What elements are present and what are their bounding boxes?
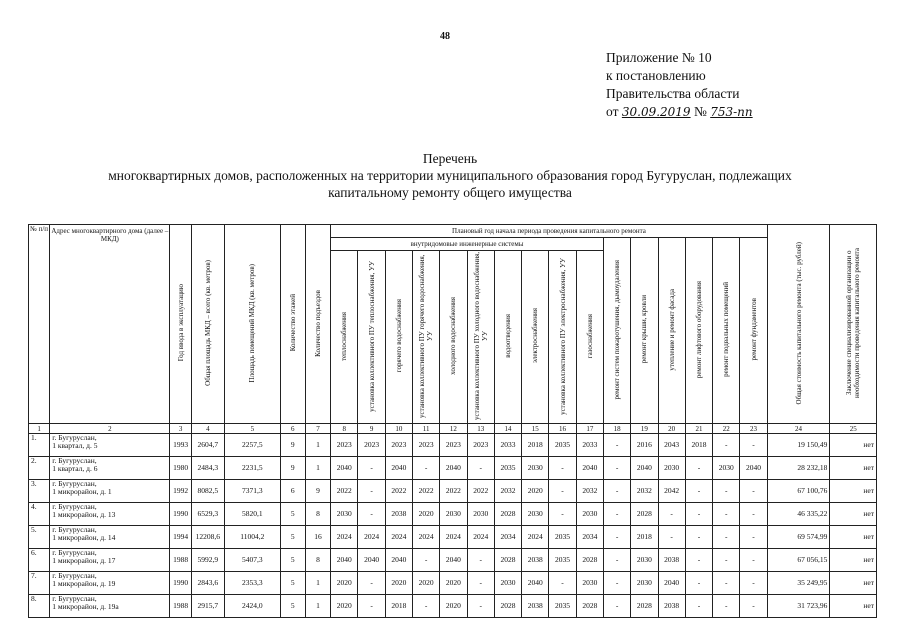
- header-work-15: ремонт подвальных помещений: [713, 238, 740, 424]
- row-plan-year: 2022: [412, 480, 439, 503]
- resolution-number: 753-пп: [710, 105, 753, 119]
- row-plan-year: 2032: [631, 480, 658, 503]
- row-plan-year: -: [658, 503, 685, 526]
- row-plan-year: -: [713, 480, 740, 503]
- column-number: 23: [740, 424, 767, 434]
- row-plan-year: -: [603, 480, 630, 503]
- column-number: 3: [170, 424, 191, 434]
- row-plan-year: -: [685, 526, 712, 549]
- row-plan-year: 2043: [658, 434, 685, 457]
- row-plan-year: -: [713, 572, 740, 595]
- row-entrances: 16: [305, 526, 330, 549]
- row-total-area: 5992,9: [191, 549, 224, 572]
- header-num: № п/п: [29, 225, 50, 424]
- address-city: г. Бугуруслан,: [52, 502, 97, 511]
- row-plan-year: -: [740, 572, 767, 595]
- row-plan-year: 2023: [358, 434, 385, 457]
- row-plan-year: 2038: [522, 549, 549, 572]
- column-number: 18: [603, 424, 630, 434]
- row-plan-year: 2030: [713, 457, 740, 480]
- row-plan-year: 2030: [522, 457, 549, 480]
- row-floors: 5: [280, 526, 305, 549]
- row-cost: 19 150,49: [767, 434, 830, 457]
- header-systems: внутридомовые инженерные системы: [331, 238, 604, 251]
- row-plan-year: 2040: [658, 572, 685, 595]
- row-plan-year: -: [713, 595, 740, 618]
- table-row: [29, 434, 877, 457]
- row-plan-year: 2020: [331, 595, 358, 618]
- row-plan-year: -: [740, 595, 767, 618]
- row-plan-year: -: [740, 526, 767, 549]
- row-plan-year: -: [740, 434, 767, 457]
- table-row: [29, 549, 877, 572]
- row-premises-area: 2424,0: [225, 595, 281, 618]
- column-number: 19: [631, 424, 658, 434]
- column-number: 5: [225, 424, 281, 434]
- row-plan-year: -: [740, 549, 767, 572]
- row-plan-year: -: [358, 457, 385, 480]
- row-plan-year: -: [603, 434, 630, 457]
- row-plan-year: 2040: [358, 549, 385, 572]
- row-plan-year: 2033: [576, 434, 603, 457]
- row-entrances: 8: [305, 549, 330, 572]
- row-conclusion: нет: [830, 572, 877, 595]
- row-plan-year: 2024: [440, 526, 467, 549]
- address-location: 1 квартал, д. 5: [52, 441, 98, 450]
- header-conclusion: Заключение специализированной организации о необходимости проведения капитального ремонта: [830, 225, 877, 424]
- header-work-11: ремонт систем пожаротушения, дымоудаления: [603, 238, 630, 424]
- row-plan-year: 2030: [440, 503, 467, 526]
- row-premises-area: 11004,2: [225, 526, 281, 549]
- row-entrances: 1: [305, 457, 330, 480]
- row-address: [50, 595, 170, 618]
- row-plan-year: 2030: [576, 572, 603, 595]
- header-entrances: Количество подъездов: [305, 225, 330, 424]
- column-number: 14: [494, 424, 521, 434]
- row-plan-year: 2030: [631, 572, 658, 595]
- title-line-2: многоквартирных домов, расположенных на территории муниципального образования город Бугуруслан, подлежащих: [108, 168, 792, 183]
- row-address: [50, 480, 170, 503]
- row-total-area: 12208,6: [191, 526, 224, 549]
- row-total-area: 2915,7: [191, 595, 224, 618]
- row-conclusion: нет: [830, 434, 877, 457]
- row-plan-year: -: [685, 595, 712, 618]
- row-plan-year: 2030: [658, 457, 685, 480]
- row-plan-year: 2030: [631, 549, 658, 572]
- row-premises-area: 2257,5: [225, 434, 281, 457]
- row-cost: 31 723,96: [767, 595, 830, 618]
- address-city: г. Бугуруслан,: [52, 433, 97, 442]
- row-plan-year: -: [603, 595, 630, 618]
- address-location: 1 микрорайон, д. 14: [52, 533, 116, 542]
- row-plan-year: 2024: [522, 526, 549, 549]
- row-plan-year: 2020: [412, 503, 439, 526]
- row-year: 1988: [170, 549, 191, 572]
- row-plan-year: 2042: [658, 480, 685, 503]
- resolution-date: 30.09.2019: [621, 105, 691, 119]
- header-address: Адрес многоквартирного дома (далее – МКД): [50, 225, 170, 424]
- appendix-block: [606, 49, 753, 121]
- header-work-7: водоотведения: [494, 251, 521, 424]
- row-plan-year: -: [358, 572, 385, 595]
- row-plan-year: -: [740, 480, 767, 503]
- row-plan-year: 2040: [385, 549, 412, 572]
- column-numbers-row: [29, 424, 877, 434]
- row-plan-year: 2033: [494, 434, 521, 457]
- column-number: 2: [50, 424, 170, 434]
- row-plan-year: -: [685, 549, 712, 572]
- row-plan-year: -: [713, 526, 740, 549]
- address-location: 1 микрорайон, д. 19: [52, 579, 116, 588]
- row-floors: 6: [280, 480, 305, 503]
- row-plan-year: -: [603, 526, 630, 549]
- column-number: 15: [522, 424, 549, 434]
- table-row: [29, 595, 877, 618]
- header-work-12: ремонт крыши, кровли: [631, 238, 658, 424]
- row-address: [50, 549, 170, 572]
- address-location: 1 микрорайон, д. 13: [52, 510, 116, 519]
- number-prefix: №: [693, 104, 707, 119]
- row-plan-year: 2028: [494, 549, 521, 572]
- row-floors: 5: [280, 503, 305, 526]
- row-plan-year: 2023: [412, 434, 439, 457]
- row-plan-year: 2018: [522, 434, 549, 457]
- row-plan-year: 2028: [631, 595, 658, 618]
- row-plan-year: 2034: [576, 526, 603, 549]
- row-plan-year: 2020: [440, 572, 467, 595]
- row-number: 4.: [29, 503, 50, 526]
- row-number: 8.: [29, 595, 50, 618]
- header-work-9: установка коллективного ПУ электроснабжения, УУ: [549, 251, 576, 424]
- row-plan-year: 2040: [385, 457, 412, 480]
- row-plan-year: -: [412, 595, 439, 618]
- row-plan-year: 2016: [631, 434, 658, 457]
- row-cost: 35 249,95: [767, 572, 830, 595]
- row-plan-year: -: [412, 549, 439, 572]
- row-address: [50, 526, 170, 549]
- row-plan-year: 2040: [331, 457, 358, 480]
- row-plan-year: 2024: [385, 526, 412, 549]
- row-plan-year: 2038: [385, 503, 412, 526]
- row-plan-year: 2035: [494, 457, 521, 480]
- row-plan-year: 2040: [522, 572, 549, 595]
- title-line-1: Перечень: [422, 151, 478, 166]
- row-plan-year: 2038: [522, 595, 549, 618]
- row-total-area: 2484,3: [191, 457, 224, 480]
- address-location: 1 микрорайон, д. 1: [52, 487, 112, 496]
- row-year: 1993: [170, 434, 191, 457]
- row-plan-year: 2018: [631, 526, 658, 549]
- column-number: 20: [658, 424, 685, 434]
- row-total-area: 2604,7: [191, 434, 224, 457]
- header-work-1: теплоснабжения: [331, 251, 358, 424]
- row-plan-year: 2020: [385, 572, 412, 595]
- column-number: 1: [29, 424, 50, 434]
- row-premises-area: 7371,3: [225, 480, 281, 503]
- row-plan-year: 2023: [385, 434, 412, 457]
- appendix-line-2: к постановлению: [606, 68, 706, 83]
- row-conclusion: нет: [830, 503, 877, 526]
- row-plan-year: 2032: [576, 480, 603, 503]
- header-floors: Количество этажей: [280, 225, 305, 424]
- row-plan-year: -: [713, 503, 740, 526]
- column-number: 7: [305, 424, 330, 434]
- row-entrances: 1: [305, 572, 330, 595]
- row-plan-year: 2028: [576, 549, 603, 572]
- header-year: Год ввода в эксплуатацию: [170, 225, 191, 424]
- row-plan-year: 2028: [576, 595, 603, 618]
- row-entrances: 9: [305, 480, 330, 503]
- address-city: г. Бугуруслан,: [52, 548, 97, 557]
- row-plan-year: 2030: [467, 503, 494, 526]
- row-plan-year: 2038: [658, 595, 685, 618]
- header-work-10: газоснабжения: [576, 251, 603, 424]
- column-number: 13: [467, 424, 494, 434]
- row-address: [50, 572, 170, 595]
- header-total-area: Общая площадь МКД – всего (кв. метров): [191, 225, 224, 424]
- row-conclusion: нет: [830, 595, 877, 618]
- row-conclusion: нет: [830, 457, 877, 480]
- row-plan-year: -: [658, 526, 685, 549]
- row-plan-year: -: [685, 572, 712, 595]
- row-floors: 5: [280, 595, 305, 618]
- row-plan-year: 2028: [631, 503, 658, 526]
- title-line-3: капитальному ремонту общего имущества: [328, 185, 572, 200]
- column-number: 21: [685, 424, 712, 434]
- row-plan-year: 2028: [494, 595, 521, 618]
- row-plan-year: -: [467, 457, 494, 480]
- row-plan-year: 2035: [549, 526, 576, 549]
- address-city: г. Бугуруслан,: [52, 525, 97, 534]
- row-cost: 46 335,22: [767, 503, 830, 526]
- column-number: 11: [412, 424, 439, 434]
- row-plan-year: -: [740, 503, 767, 526]
- column-number: 17: [576, 424, 603, 434]
- appendix-line-3: Правительства области: [606, 86, 740, 101]
- row-plan-year: 2030: [494, 572, 521, 595]
- row-plan-year: -: [549, 457, 576, 480]
- row-plan-year: -: [549, 572, 576, 595]
- row-plan-year: 2020: [522, 480, 549, 503]
- row-plan-year: -: [603, 457, 630, 480]
- row-plan-year: -: [713, 549, 740, 572]
- row-plan-year: -: [358, 480, 385, 503]
- table-row: [29, 480, 877, 503]
- page-number: 48: [440, 31, 450, 42]
- appendix-date-line: [606, 103, 753, 121]
- row-plan-year: 2038: [658, 549, 685, 572]
- address-location: 1 микрорайон, д. 17: [52, 556, 116, 565]
- row-conclusion: нет: [830, 526, 877, 549]
- header-work-4: установка коллективного ПУ горячего водоснабжения, УУ: [412, 251, 439, 424]
- row-number: 7.: [29, 572, 50, 595]
- row-conclusion: нет: [830, 549, 877, 572]
- row-plan-year: 2020: [331, 572, 358, 595]
- header-work-14: ремонт лифтового оборудования: [685, 238, 712, 424]
- row-total-area: 6529,3: [191, 503, 224, 526]
- row-number: 6.: [29, 549, 50, 572]
- row-plan-year: -: [603, 549, 630, 572]
- row-plan-year: 2022: [331, 480, 358, 503]
- column-number: 4: [191, 424, 224, 434]
- row-plan-year: -: [412, 457, 439, 480]
- row-plan-year: -: [549, 480, 576, 503]
- row-plan-year: -: [603, 503, 630, 526]
- row-floors: 9: [280, 434, 305, 457]
- table-row: [29, 457, 877, 480]
- row-plan-year: 2018: [385, 595, 412, 618]
- row-plan-year: 2035: [549, 595, 576, 618]
- column-number: 6: [280, 424, 305, 434]
- row-plan-year: 2035: [549, 434, 576, 457]
- row-address: [50, 503, 170, 526]
- header-cost: Общая стоимость капитального ремонта (тыс. рублей): [767, 225, 830, 424]
- document-title: [40, 150, 860, 201]
- header-premises-area: Площадь помещений МКД (кв. метров): [225, 225, 281, 424]
- row-plan-year: 2023: [467, 434, 494, 457]
- row-plan-year: -: [713, 434, 740, 457]
- row-number: 5.: [29, 526, 50, 549]
- row-plan-year: -: [685, 457, 712, 480]
- address-city: г. Бугуруслан,: [52, 594, 97, 603]
- row-plan-year: 2024: [331, 526, 358, 549]
- row-plan-year: 2023: [331, 434, 358, 457]
- address-location: 1 микрорайон, д. 19а: [52, 602, 119, 611]
- column-number: 25: [830, 424, 877, 434]
- row-plan-year: -: [467, 549, 494, 572]
- row-plan-year: 2040: [331, 549, 358, 572]
- row-year: 1994: [170, 526, 191, 549]
- row-premises-area: 2231,5: [225, 457, 281, 480]
- row-year: 1988: [170, 595, 191, 618]
- row-year: 1980: [170, 457, 191, 480]
- header-work-8: электроснабжения: [522, 251, 549, 424]
- row-number: 3.: [29, 480, 50, 503]
- column-number: 8: [331, 424, 358, 434]
- row-plan-year: 2035: [549, 549, 576, 572]
- row-plan-year: 2024: [412, 526, 439, 549]
- row-plan-year: 2020: [440, 595, 467, 618]
- header-work-13: утепление и ремонт фасада: [658, 238, 685, 424]
- row-plan-year: -: [549, 503, 576, 526]
- row-floors: 9: [280, 457, 305, 480]
- row-total-area: 2843,6: [191, 572, 224, 595]
- column-number: 24: [767, 424, 830, 434]
- row-cost: 67 056,15: [767, 549, 830, 572]
- row-number: 1.: [29, 434, 50, 457]
- header-work-3: горячего водоснабжения: [385, 251, 412, 424]
- column-number: 12: [440, 424, 467, 434]
- table-row: [29, 572, 877, 595]
- row-number: 2.: [29, 457, 50, 480]
- row-plan-year: -: [685, 503, 712, 526]
- column-number: 10: [385, 424, 412, 434]
- row-total-area: 8082,5: [191, 480, 224, 503]
- address-city: г. Бугуруслан,: [52, 479, 97, 488]
- row-address: [50, 434, 170, 457]
- row-plan-year: 2022: [385, 480, 412, 503]
- row-plan-year: 2034: [494, 526, 521, 549]
- row-plan-year: 2040: [631, 457, 658, 480]
- row-plan-year: 2030: [331, 503, 358, 526]
- row-plan-year: 2032: [494, 480, 521, 503]
- table-body: [29, 434, 877, 618]
- row-plan-year: 2024: [358, 526, 385, 549]
- row-premises-area: 5407,3: [225, 549, 281, 572]
- row-conclusion: нет: [830, 480, 877, 503]
- header-work-6: установка коллективного ПУ холодного водоснабжения, УУ: [467, 251, 494, 424]
- header-plan: Плановый год начала периода проведения капитального ремонта: [331, 225, 768, 238]
- row-plan-year: -: [358, 595, 385, 618]
- column-number: 16: [549, 424, 576, 434]
- row-plan-year: -: [467, 572, 494, 595]
- row-entrances: 8: [305, 503, 330, 526]
- row-plan-year: 2018: [685, 434, 712, 457]
- row-cost: 67 100,76: [767, 480, 830, 503]
- row-plan-year: -: [467, 595, 494, 618]
- row-cost: 28 232,18: [767, 457, 830, 480]
- row-premises-area: 2353,3: [225, 572, 281, 595]
- row-plan-year: 2040: [740, 457, 767, 480]
- row-plan-year: 2020: [412, 572, 439, 595]
- buildings-table: [28, 224, 877, 618]
- row-plan-year: 2024: [467, 526, 494, 549]
- row-plan-year: -: [603, 572, 630, 595]
- row-plan-year: -: [685, 480, 712, 503]
- row-plan-year: 2022: [440, 480, 467, 503]
- row-plan-year: 2030: [576, 503, 603, 526]
- row-year: 1990: [170, 572, 191, 595]
- row-floors: 5: [280, 549, 305, 572]
- address-city: г. Бугуруслан,: [52, 571, 97, 580]
- row-plan-year: 2023: [440, 434, 467, 457]
- row-cost: 69 574,99: [767, 526, 830, 549]
- address-city: г. Бугуруслан,: [52, 456, 97, 465]
- appendix-line-1: Приложение № 10: [606, 50, 712, 65]
- header-work-2: установка коллективного ПУ теплоснабжения, УУ: [358, 251, 385, 424]
- column-number: 9: [358, 424, 385, 434]
- row-plan-year: 2040: [440, 549, 467, 572]
- row-entrances: 1: [305, 434, 330, 457]
- row-premises-area: 5820,1: [225, 503, 281, 526]
- row-floors: 5: [280, 572, 305, 595]
- row-plan-year: 2030: [522, 503, 549, 526]
- row-year: 1990: [170, 503, 191, 526]
- row-entrances: 1: [305, 595, 330, 618]
- date-prefix: от: [606, 104, 619, 119]
- row-plan-year: 2028: [494, 503, 521, 526]
- row-address: [50, 457, 170, 480]
- row-year: 1992: [170, 480, 191, 503]
- table-row: [29, 503, 877, 526]
- table-row: [29, 526, 877, 549]
- column-number: 22: [713, 424, 740, 434]
- address-location: 1 квартал, д. 6: [52, 464, 98, 473]
- row-plan-year: -: [358, 503, 385, 526]
- header-work-16: ремонт фундаментов: [740, 238, 767, 424]
- row-plan-year: 2040: [440, 457, 467, 480]
- row-plan-year: 2040: [576, 457, 603, 480]
- header-work-5: холодного водоснабжения: [440, 251, 467, 424]
- row-plan-year: 2022: [467, 480, 494, 503]
